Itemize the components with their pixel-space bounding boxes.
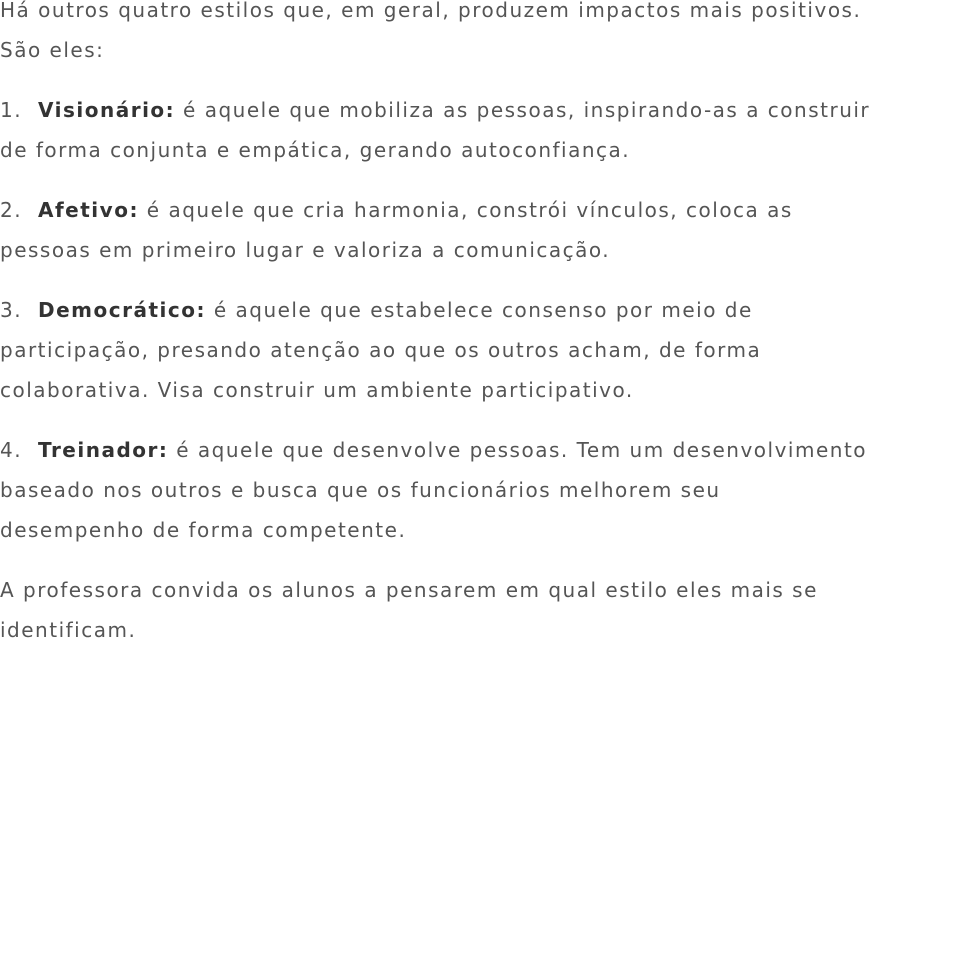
- list-item-text: é aquele que desenvolve pessoas. Tem um desenvolvimento baseado nos outros e busca que os funcionários melhorem seu desempenho de forma competente.: [0, 438, 868, 542]
- list-item-number: 2.: [0, 198, 23, 222]
- list-item-number: 1.: [0, 98, 23, 122]
- list-item-text: é aquele que estabelece consenso por meio de participação, presando atenção ao que os outros acham, de forma colaborativa. Visa construir um ambiente participativo.: [0, 298, 762, 402]
- intro-paragraph: Há outros quatro estilos que, em geral, produzem impactos mais positivos. São eles:: [0, 0, 862, 62]
- list-item-title: Democrático:: [38, 298, 206, 322]
- list-item-text: é aquele que cria harmonia, constrói vínculos, coloca as pessoas em primeiro lugar e valoriza a comunicação.: [0, 198, 793, 262]
- list-item-text: é aquele que mobiliza as pessoas, inspirando-as a construir de forma conjunta e empática, gerando autoconfiança.: [0, 98, 871, 162]
- list-item-number: 4.: [0, 438, 23, 462]
- list-item-afetivo: [0, 190, 976, 270]
- list-item-visionario: [0, 90, 976, 170]
- list-item-number: 3.: [0, 298, 23, 322]
- list-item-democratico: [0, 290, 976, 410]
- list-item-title: Visionário:: [38, 98, 176, 122]
- list-item-title: Afetivo:: [38, 198, 139, 222]
- closing-paragraph: A professora convida os alunos a pensarem em qual estilo eles mais se identificam.: [0, 578, 818, 642]
- list-item-treinador: [0, 430, 976, 550]
- list-item-title: Treinador:: [38, 438, 169, 462]
